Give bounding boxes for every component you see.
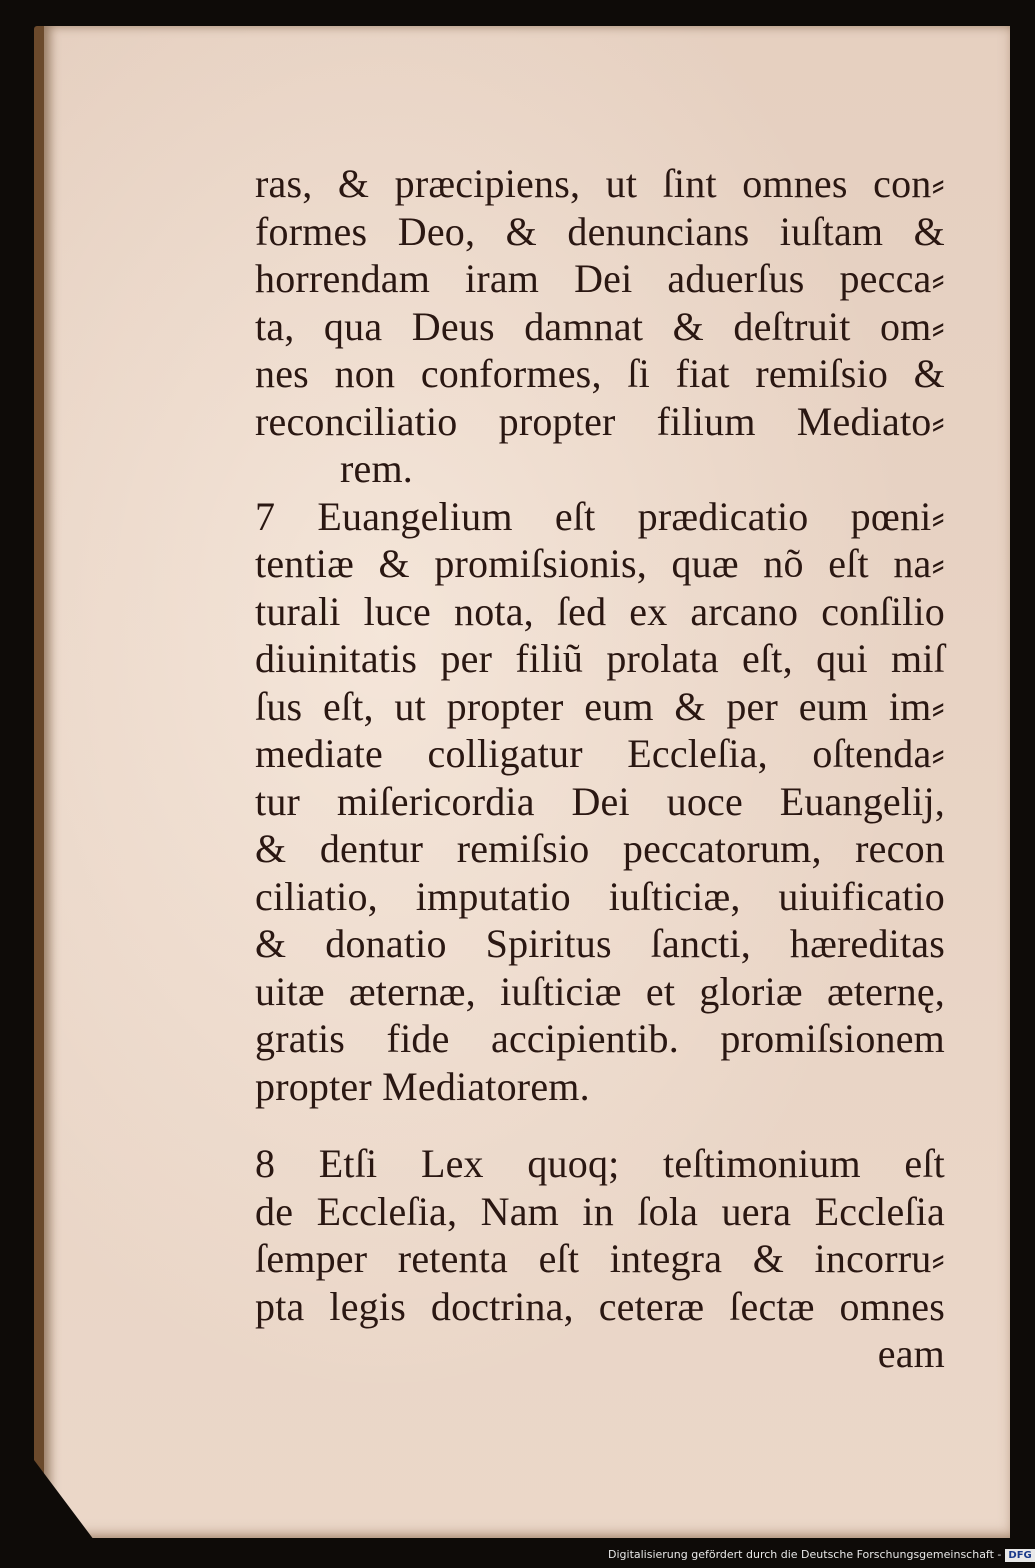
page-text <box>255 160 945 1378</box>
text-line: tentiæ & promiſsionis, quæ nõ eſt na⸗ <box>255 541 945 586</box>
text-line: nes non conformes, ſi fiat remiſsio & <box>255 351 945 396</box>
paragraph-8-start: 8 Etſi Lex quoq; teſtimonium eſt <box>255 1141 945 1186</box>
text-line: ras, & præcipiens, ut ſint omnes con⸗ <box>255 161 945 206</box>
text-line: horrendam iram Dei aduerſus pecca⸗ <box>255 256 945 301</box>
text-line: mediate colligatur Eccleſia, oſtenda⸗ <box>255 731 945 776</box>
text-line: propter Mediatorem. <box>255 1063 590 1109</box>
digitization-credit <box>608 1546 1035 1564</box>
credit-text: Digitalisierung gefördert durch die Deutsche Forschungsgemeinschaft - <box>608 1548 1002 1561</box>
text-line: de Eccleſia, Nam in ſola uera Eccleſia <box>255 1188 945 1234</box>
text-line: diuinitatis per filiũ prolata eſt, qui miſ <box>255 636 945 681</box>
text-line: tur miſericordia Dei uoce Euangelij, <box>255 778 945 824</box>
text-line: rem. <box>340 446 413 491</box>
text-line: ta, qua Deus damnat & deſtruit om⸗ <box>255 303 945 349</box>
paragraph-7-start: 7 Euangelium eſt prædicatio pœni⸗ <box>255 493 945 539</box>
text-line: pta legis doctrina, ceteræ ſectæ omnes <box>255 1283 945 1329</box>
text-line: & donatio Spiritus ſancti, hæreditas <box>255 921 945 966</box>
text-line: uitæ æternæ, iuſticiæ et gloriæ æternę, <box>255 968 945 1014</box>
text-line: formes Deo, & denuncians iuſtam & <box>255 208 945 254</box>
text-line: gratis fide accipientib. promiſsionem <box>255 1016 945 1061</box>
text-line: ſemper retenta eſt integra & incorru⸗ <box>255 1236 945 1281</box>
dfg-logo-icon: DFG <box>1005 1549 1034 1562</box>
paragraph-gap <box>255 1110 945 1140</box>
catchword: eam <box>877 1331 945 1376</box>
text-line: turali luce nota, ſed ex arcano conſilio <box>255 588 945 634</box>
text-line: & dentur remiſsio peccatorum, recon <box>255 826 945 871</box>
text-line: ciliatio, imputatio iuſticiæ, uiuificatio <box>255 873 945 919</box>
text-line: ſus eſt, ut propter eum & per eum im⸗ <box>255 683 945 729</box>
text-line: reconciliatio propter filium Mediato⸗ <box>255 398 945 444</box>
